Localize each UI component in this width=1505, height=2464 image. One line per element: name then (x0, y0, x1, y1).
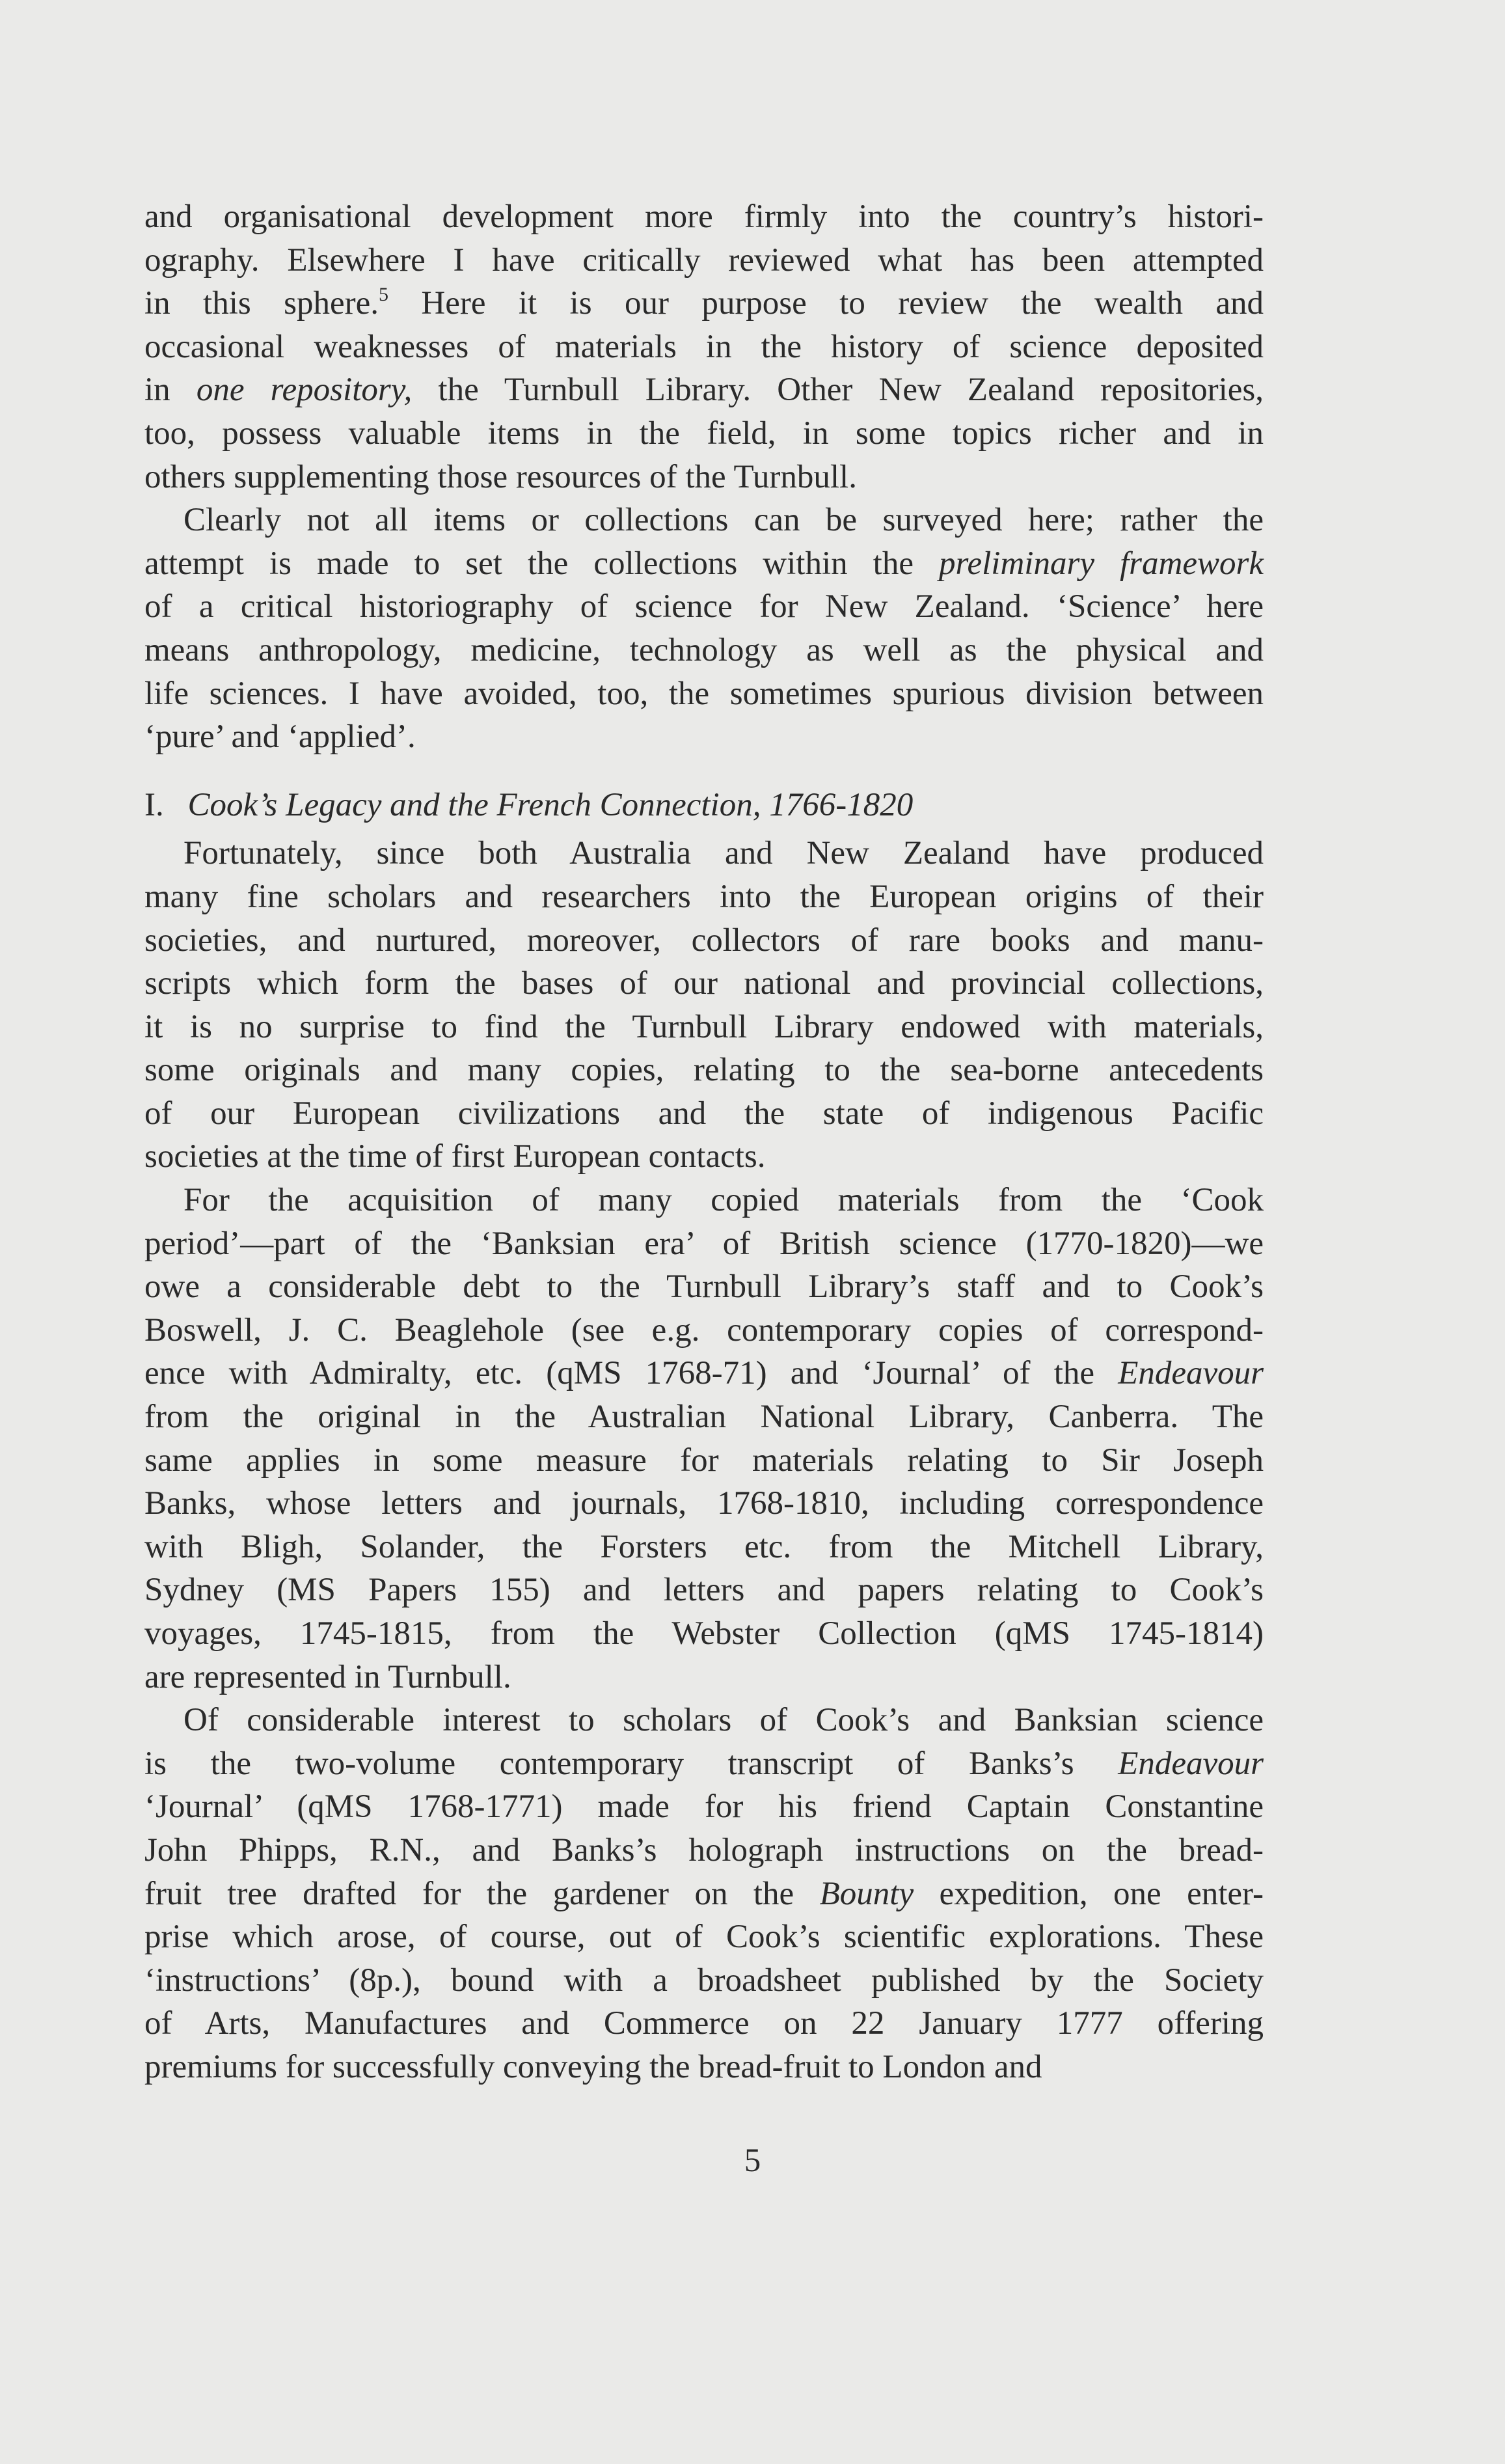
paragraph (144, 1179, 1264, 1699)
text-segment: ence with Admiralty, etc. (qMS 1768-71) and ‘Journal’ of the (144, 1355, 1119, 1392)
text-line: of Arts, Manufactures and Commerce on 22 January 1777 offering (144, 2005, 1264, 2042)
paragraph (144, 499, 1264, 759)
text-line: premiums for successfully conveying the bread-fruit to London and (144, 2048, 1042, 2085)
text-line: societies, and nurtured, moreover, collectors of rare books and manu- (144, 922, 1264, 959)
intro-paragraphs (144, 195, 1264, 759)
text-segment: in this sphere. (144, 285, 379, 322)
text-segment: attempt is made to set the collections within the (144, 545, 940, 582)
text-segment: one repository, (196, 372, 413, 409)
paragraph (144, 1699, 1264, 2088)
text-line: ‘instructions’ (8p.), bound with a broadsheet published by the Society (144, 1962, 1264, 1999)
text-segment: in (144, 372, 197, 409)
section-title: Cook’s Legacy and the French Connection, 1766-1820 (187, 786, 914, 823)
text-line: means anthropology, medicine, technology as well as the physical and (144, 631, 1264, 668)
text-line: of our European civilizations and the state of indigenous Pacific (144, 1095, 1264, 1132)
text-line: from the original in the Australian National Library, Canberra. The (144, 1399, 1264, 1436)
text-segment: Endeavour (1118, 1355, 1264, 1392)
text-line (144, 368, 1264, 412)
text-segment: fruit tree drafted for the gardener on the (144, 1875, 820, 1912)
paragraph (144, 195, 1264, 499)
text-segment: Here it is our purpose to review the wealth and (388, 285, 1264, 322)
section-number: I. (144, 786, 164, 823)
paragraph (144, 832, 1264, 1179)
text-line (144, 1352, 1264, 1395)
text-line (144, 282, 1264, 325)
text-line: life sciences. I have avoided, too, the sometimes spurious division between (144, 675, 1264, 712)
text-line (144, 542, 1264, 586)
text-line: with Bligh, Solander, the Forsters etc. from the Mitchell Library, (144, 1528, 1264, 1565)
text-line: scripts which form the bases of our national and provincial collections, (144, 965, 1264, 1002)
text-line: of a critical historiography of science for New Zealand. ‘Science’ here (144, 588, 1264, 625)
text-segment: is the two-volume contemporary transcript of Banks’s (144, 1745, 1119, 1782)
text-line: societies at the time of first European contacts. (144, 1138, 766, 1175)
text-line: occasional weaknesses of materials in the history of science deposited (144, 328, 1264, 365)
text-line: John Phipps, R.N., and Banks’s holograph instructions on the bread- (144, 1831, 1264, 1869)
text-line: ‘Journal’ (qMS 1768-1771) made for his friend Captain Constantine (144, 1788, 1264, 1826)
text-line: Banks, whose letters and journals, 1768-1810, including correspondence (144, 1485, 1264, 1522)
text-line: others supplementing those resources of the Turnbull. (144, 458, 857, 495)
text-segment: the Turnbull Library. Other New Zealand repositories, (412, 372, 1264, 409)
text-line: Boswell, J. C. Beaglehole (see e.g. contemporary copies of correspond- (144, 1311, 1264, 1348)
text-line: ‘pure’ and ‘applied’. (144, 719, 416, 756)
text-line: prise which arose, of course, out of Cook’s scientific explorations. These (144, 1919, 1264, 1956)
text-line: owe a considerable debt to the Turnbull Library’s staff and to Cook’s (144, 1268, 1264, 1306)
text-line: many fine scholars and researchers into the European origins of their (144, 878, 1264, 915)
text-line: Of considerable interest to scholars of Cook’s and Banksian science (183, 1702, 1264, 1739)
text-segment: expedition, one enter- (914, 1875, 1264, 1912)
text-segment: Endeavour (1118, 1745, 1264, 1782)
text-line: are represented in Turnbull. (144, 1658, 511, 1695)
text-line: it is no surprise to find the Turnbull Library endowed with materials, (144, 1008, 1264, 1045)
text-line: same applies in some measure for materials relating to Sir Joseph (144, 1442, 1264, 1479)
text-line: too, possess valuable items in the field, in some topics richer and in (144, 415, 1264, 452)
text-line: period’—part of the ‘Banksian era’ of British science (1770-1820)—we (144, 1225, 1264, 1262)
text-line: Sydney (MS Papers 155) and letters and papers relating to Cook’s (144, 1572, 1264, 1609)
text-line: some originals and many copies, relating to the sea-borne antecedents (144, 1052, 1264, 1089)
section-paragraphs (144, 832, 1264, 2088)
text-line: and organisational development more firmly into the country’s histori- (144, 198, 1264, 235)
text-line: For the acquisition of many copied materials from the ‘Cook (183, 1182, 1264, 1219)
text-line (144, 1742, 1264, 1786)
page-number: 5 (744, 2142, 761, 2179)
body-text (144, 195, 1264, 2089)
text-line (144, 1872, 1264, 1916)
text-line: voyages, 1745-1815, from the Webster Collection (qMS 1745-1814) (144, 1615, 1264, 1652)
text-line: Clearly not all items or collections can be surveyed here; rather the (183, 502, 1264, 539)
text-line: ography. Elsewhere I have critically reviewed what has been attempted (144, 241, 1264, 279)
section-heading (144, 784, 1264, 827)
text-segment: 5 (378, 284, 388, 306)
text-line: Fortunately, since both Australia and New Zealand have produced (183, 835, 1264, 872)
text-segment: preliminary framework (939, 545, 1264, 582)
text-segment: Bounty (819, 1875, 914, 1912)
